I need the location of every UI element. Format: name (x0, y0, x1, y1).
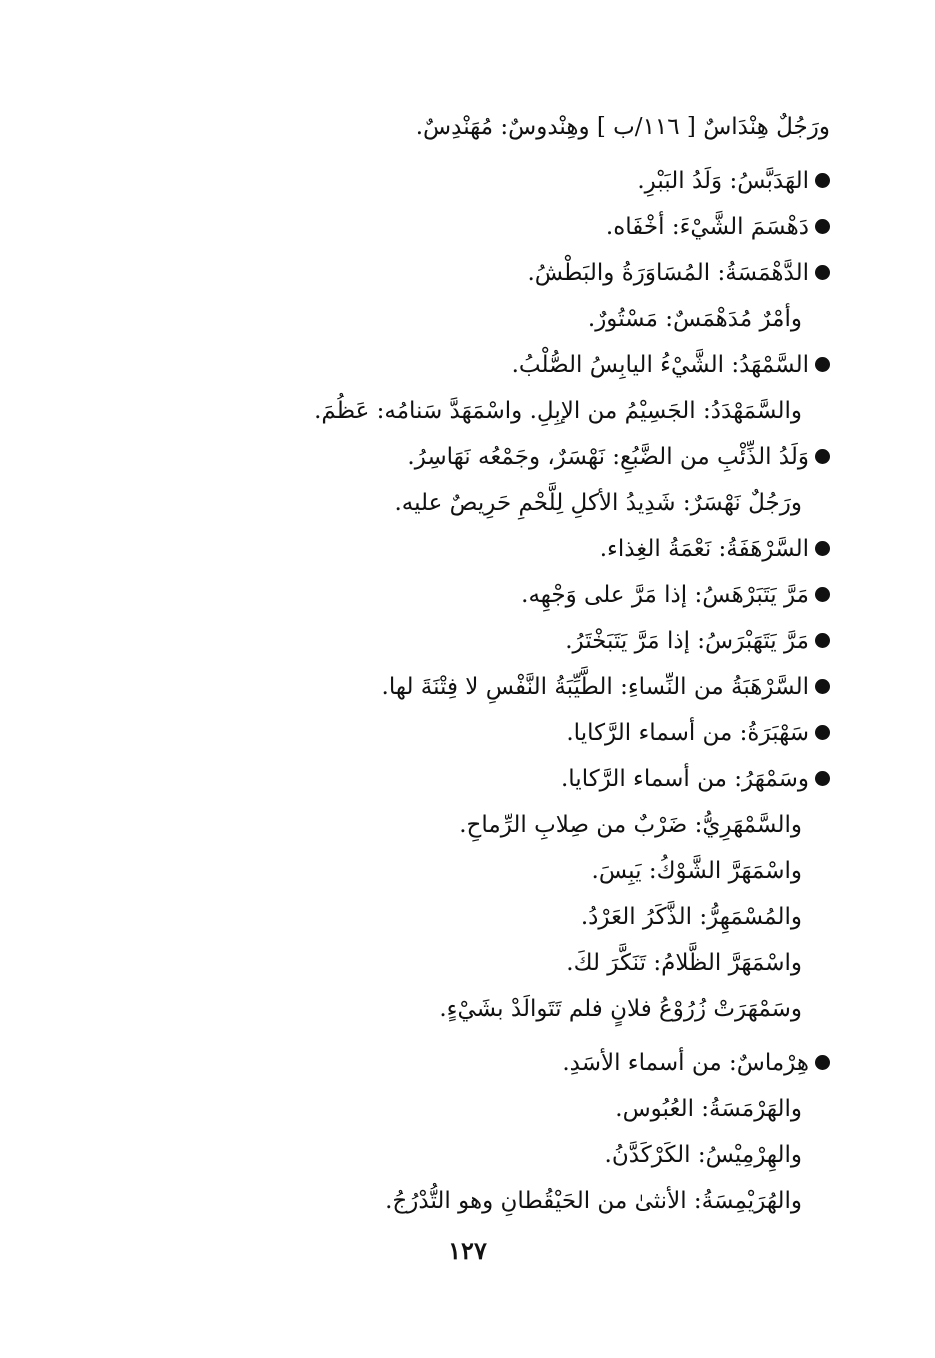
bullet-icon (815, 1055, 830, 1070)
line-text: مَرَّ يَتَهَبْرَسُ: إذا مَرَّ يَتَبَخْتَرُ. (565, 628, 809, 654)
line-text: ورَجُلٌ نَهْسَرٌ: شَدِيدُ الأكلِ لِلَّحْمِ حَرِيصٌ عليه. (394, 490, 802, 516)
line-text: واسْمَهَرَّ الظَّلامُ: تَنَكَّرَ لكَ. (566, 950, 802, 976)
bullet-icon (815, 541, 830, 556)
bullet-icon (815, 357, 830, 372)
continuation-line (70, 1086, 830, 1132)
bullet-icon (815, 449, 830, 464)
continuation-line (70, 986, 830, 1032)
continuation-line (70, 388, 830, 434)
line-text: والهَرْمَسَةُ: العُبُوس. (615, 1096, 802, 1122)
continuation-line (70, 1132, 830, 1178)
bullet-icon (815, 265, 830, 280)
line-text: والسَّمْهَرِيُّ: ضَرْبٌ من صِلابِ الرِّماحِ. (459, 812, 802, 838)
continuation-line (70, 894, 830, 940)
bullet-icon (815, 725, 830, 740)
line-text: السَّرْهَفَةُ: نَعْمَةُ الغِذاء. (599, 536, 809, 562)
entry-line (70, 434, 830, 480)
page-number: ١٢٧ (448, 1236, 487, 1265)
line-text: سَهْبَرَةُ: من أسماء الرَّكايا. (566, 720, 809, 746)
line-text: السَّرْهَبَةُ من النِّساءِ: الطَّيِّبَةُ النَّفْسِ لا فِتْنَةَ لها. (381, 674, 809, 700)
line-text: الدَّهْمَسَةُ: المُسَاوَرَةُ والبَطْشُ. (527, 260, 809, 286)
line-text: والهِرْمِيْسُ: الكَرْكَدَّنُ. (604, 1142, 802, 1168)
entry-line (70, 250, 830, 296)
line-text: السَّمْهَدُ: الشَّيْءُ اليابِسُ الصُّلْبُ. (511, 352, 809, 378)
bullet-icon (815, 219, 830, 234)
continuation-line (70, 940, 830, 986)
line-text: والسَّمَهْدَدُ: الجَسِيْمُ من الإبِلِ. واسْمَهَدَّ سَنامُه: عَظُمَ. (314, 398, 802, 424)
entry-line (70, 756, 830, 802)
line-text: والمُسْمَهِرُّ: الذَّكَرُ العَرْدُ. (580, 904, 802, 930)
line-text: وأمْرٌ مُدَهْمَسٌ: مَسْتُورٌ. (587, 306, 802, 332)
entry-line (70, 618, 830, 664)
bullet-icon (815, 633, 830, 648)
entry-line (70, 664, 830, 710)
entry-line (70, 204, 830, 250)
line-text: وَلَدُ الذِّئْبِ من الضَّبُعِ: نَهْسَرٌ، وجَمْعُه نَهَاسِرُ. (407, 444, 809, 470)
continuation-line (70, 1178, 830, 1224)
text-body (70, 104, 830, 1224)
bullet-icon (815, 771, 830, 786)
continuation-line (70, 480, 830, 526)
line-text: دَهْسَمَ الشَّيْءَ: أخْفَاه. (605, 214, 809, 240)
bullet-icon (815, 679, 830, 694)
entry-line (70, 526, 830, 572)
line-text: الهَدَبَّسُ: وَلَدُ البَبْرِ. (637, 168, 809, 194)
continuation-line (70, 848, 830, 894)
bullet-icon (815, 173, 830, 188)
line-text: ورَجُلٌ هِنْدَاسٌ [ ١١٦/ب ] وهِنْدوسٌ: مُهَنْدِسٌ. (415, 114, 830, 140)
line-text: مَرَّ يَتَبَرْهَسُ: إذا مَرَّ على وَجْهِه. (521, 582, 809, 608)
line-text: هِرْماسٌ: من أسماء الأسَدِ. (562, 1050, 809, 1076)
entry-line (70, 572, 830, 618)
line-text: وسَمْهَرَتْ زُرُوْعُ فلانٍ فلم تَتَوالَدْ بشَيْءٍ. (439, 996, 802, 1022)
line-text: واسْمَهَرَّ الشَّوْكُ: يَبِسَ. (591, 858, 802, 884)
bullet-icon (815, 587, 830, 602)
continuation-line (70, 802, 830, 848)
continuation-line (70, 296, 830, 342)
line-text: والهُرَيْمِسَةُ: الأنثىٰ من الحَيْقُطانِ وهو التُّدْرُجُ. (385, 1188, 802, 1214)
entry-line (70, 710, 830, 756)
continuation-line (70, 104, 830, 150)
entry-line (70, 1040, 830, 1086)
entry-line (70, 158, 830, 204)
line-text: وسَمْهَرُ: من أسماء الرَّكايا. (560, 766, 809, 792)
entry-line (70, 342, 830, 388)
